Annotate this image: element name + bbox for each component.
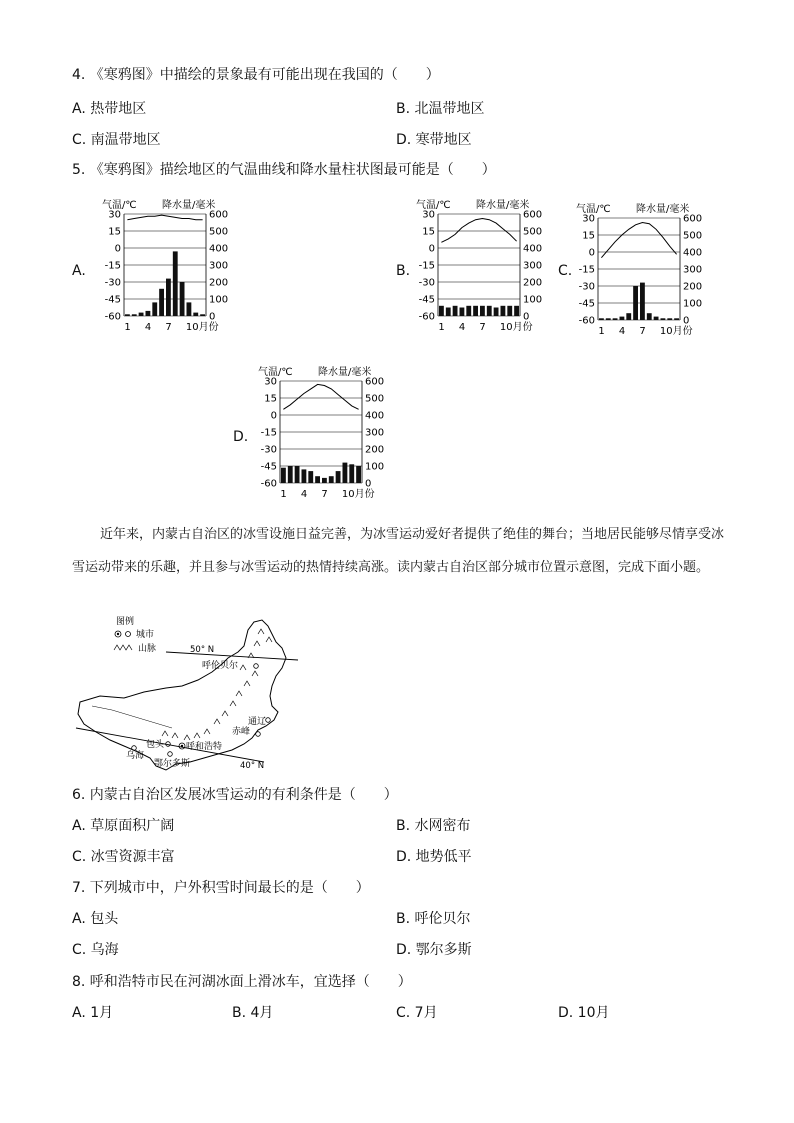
- temperature-line: [441, 219, 516, 243]
- precip-bar: [356, 466, 361, 483]
- inner-mongolia-map: [72, 612, 312, 777]
- q5-option-a-letter: A.: [72, 263, 86, 279]
- legend-mountain-symbol: [114, 645, 132, 650]
- legend-title: 图例: [116, 617, 135, 627]
- temp-tick-label: -60: [104, 311, 121, 323]
- precip-bar: [674, 318, 679, 320]
- q7-option-d: D. 鄂尔多斯: [396, 942, 472, 958]
- precip-bar: [473, 306, 478, 316]
- q4-option-b: B. 北温带地区: [396, 101, 485, 117]
- precip-axis-label: 降水量/毫米: [476, 200, 530, 211]
- precip-tick-label: 100: [523, 294, 543, 306]
- q8-option-b: B. 4月: [232, 1005, 274, 1021]
- temp-tick-label: 30: [264, 376, 277, 388]
- precip-bar: [654, 317, 659, 320]
- month-tick-label: 4: [300, 489, 308, 500]
- temp-axis-label: 气温/℃: [258, 367, 293, 378]
- precip-tick-label: 500: [523, 226, 543, 238]
- precip-bar: [453, 306, 458, 316]
- precip-tick-label: 200: [523, 277, 543, 289]
- q5-stem: 5. 《寒鸦图》描绘地区的气温曲线和降水量柱状图最可能是（ ）: [72, 162, 496, 178]
- temp-tick-label: -15: [260, 427, 277, 439]
- precip-tick-label: 100: [683, 298, 703, 310]
- temp-axis-label: 气温/℃: [576, 204, 611, 215]
- city-hohhot: [179, 740, 222, 752]
- internal-border: [92, 706, 172, 728]
- precip-tick-label: 400: [209, 243, 229, 255]
- svg-text:呼和浩特: 呼和浩特: [186, 742, 223, 752]
- precip-bar: [295, 466, 300, 483]
- month-tick-label: 10月份: [499, 322, 533, 333]
- temp-tick-label: -15: [418, 260, 435, 272]
- precip-axis-label: 降水量/毫米: [318, 367, 372, 378]
- precip-bar: [460, 308, 465, 317]
- temp-tick-label: 15: [582, 230, 595, 242]
- q6-option-c: C. 冰雪资源丰富: [72, 849, 175, 865]
- month-tick-label: 10月份: [341, 489, 375, 500]
- legend-city-symbol: [115, 631, 131, 637]
- q6-option-a: A. 草原面积广阔: [72, 818, 175, 834]
- precip-tick-label: 0: [209, 311, 216, 323]
- city-ordos: [154, 752, 190, 769]
- precip-bar: [322, 478, 327, 483]
- precip-bar: [501, 306, 506, 316]
- precip-tick-label: 500: [683, 230, 703, 242]
- precip-tick-label: 200: [365, 444, 385, 456]
- precip-tick-label: 0: [365, 478, 372, 490]
- latitude-50-line: [166, 652, 298, 660]
- precip-tick-label: 300: [365, 427, 385, 439]
- city-hulunbuir: [202, 659, 258, 671]
- reading-passage: 近年来，内蒙古自治区的冰雪设施日益完善，为冰雪运动爱好者提供了绝佳的舞台；当地居民能够尽情享受冰雪运动带来的乐趣，并且参与冰雪运动的热情持续高涨。读内蒙古自治区部分城市位置示意图，完成下面小题。: [72, 527, 725, 575]
- temp-tick-label: -45: [418, 294, 435, 306]
- temp-tick-label: -30: [418, 277, 435, 289]
- precip-bar: [480, 306, 485, 316]
- temp-tick-label: -30: [578, 281, 595, 293]
- legend-mountain-label: 山脉: [138, 644, 157, 654]
- precip-bar: [173, 251, 178, 316]
- month-tick-label: 1: [124, 322, 131, 333]
- q4-option-a: A. 热带地区: [72, 101, 147, 117]
- q4-option-c: C. 南温带地区: [72, 132, 161, 148]
- month-tick-label: 10月份: [659, 326, 693, 337]
- precip-bar: [200, 314, 205, 316]
- temp-tick-label: 0: [588, 247, 595, 259]
- precip-bar: [466, 306, 471, 316]
- q6-option-d: D. 地势低平: [396, 849, 472, 865]
- precip-bar: [620, 317, 625, 320]
- precip-bar: [507, 306, 512, 316]
- precip-bar: [315, 476, 320, 483]
- temp-tick-label: -45: [104, 294, 121, 306]
- q6-option-b: B. 水网密布: [396, 818, 471, 834]
- precip-bar: [349, 464, 354, 483]
- latitude-50-label: 50° N: [190, 645, 215, 655]
- month-tick-label: 4: [144, 322, 152, 333]
- month-tick-label: 4: [458, 322, 466, 333]
- precip-bar: [329, 476, 334, 483]
- q6-stem: 6. 内蒙古自治区发展冰雪运动的有利条件是（ ）: [72, 787, 398, 803]
- precip-tick-label: 600: [683, 213, 703, 225]
- q8-option-a: A. 1月: [72, 1005, 114, 1021]
- precip-tick-label: 400: [523, 243, 543, 255]
- precip-tick-label: 600: [365, 376, 385, 388]
- precip-bar: [661, 318, 666, 320]
- temp-tick-label: -60: [260, 478, 277, 490]
- temp-tick-label: 15: [108, 226, 121, 238]
- temp-tick-label: 15: [422, 226, 435, 238]
- precip-bar: [446, 308, 451, 317]
- svg-text:鄂尔多斯: 鄂尔多斯: [154, 759, 191, 769]
- svg-text:乌海: 乌海: [126, 751, 145, 761]
- temp-tick-label: -45: [260, 461, 277, 473]
- month-tick-label: 4: [618, 326, 626, 337]
- precip-axis-label: 降水量/毫米: [162, 200, 216, 211]
- legend-city-label: 城市: [136, 630, 155, 640]
- temperature-line: [127, 215, 202, 220]
- temp-tick-label: -15: [578, 264, 595, 276]
- q5-option-d-letter: D.: [233, 429, 249, 445]
- temp-tick-label: 0: [270, 410, 277, 422]
- month-tick-label: 7: [479, 322, 486, 333]
- precip-bar: [336, 471, 341, 483]
- latitude-40-label: 40° N: [240, 761, 265, 771]
- temp-axis-label: 气温/℃: [102, 200, 137, 211]
- temp-tick-label: -30: [104, 277, 121, 289]
- temp-tick-label: -30: [260, 444, 277, 456]
- temperature-line: [601, 223, 676, 258]
- q7-option-c: C. 乌海: [72, 942, 119, 958]
- precip-tick-label: 200: [209, 277, 229, 289]
- precip-tick-label: 0: [683, 315, 690, 327]
- precip-bar: [302, 469, 307, 483]
- precip-bar: [487, 306, 492, 316]
- precip-bar: [281, 468, 286, 483]
- precip-bar: [308, 471, 313, 483]
- precip-tick-label: 300: [209, 260, 229, 272]
- precip-tick-label: 0: [523, 311, 530, 323]
- temp-tick-label: 30: [582, 213, 595, 225]
- climate-chart-b: [410, 196, 573, 342]
- precip-tick-label: 300: [523, 260, 543, 272]
- temp-tick-label: 30: [422, 209, 435, 221]
- svg-text:包头: 包头: [146, 740, 165, 750]
- precip-bar: [139, 313, 144, 316]
- svg-text:呼伦贝尔: 呼伦贝尔: [202, 661, 239, 671]
- q8-option-c: C. 7月: [396, 1005, 438, 1021]
- precip-bar: [193, 313, 198, 316]
- q5-option-c-letter: C.: [558, 263, 573, 279]
- temp-tick-label: 30: [108, 209, 121, 221]
- month-tick-label: 7: [321, 489, 328, 500]
- temp-tick-label: 15: [264, 393, 277, 405]
- month-tick-label: 1: [598, 326, 605, 337]
- climate-chart-d: [252, 363, 412, 509]
- precip-bar: [626, 313, 631, 320]
- q7-stem: 7. 下列城市中，户外积雪时间最长的是（ ）: [72, 880, 370, 896]
- temp-tick-label: -60: [418, 311, 435, 323]
- precip-bar: [494, 308, 499, 317]
- precip-bar: [187, 302, 192, 316]
- q8-option-d: D. 10月: [558, 1005, 610, 1021]
- precip-tick-label: 100: [365, 461, 385, 473]
- temp-axis-label: 气温/℃: [416, 200, 451, 211]
- month-tick-label: 1: [280, 489, 287, 500]
- q8-stem: 8. 呼和浩特市民在河湖冰面上滑冰车，宜选择（ ）: [72, 974, 412, 990]
- precip-tick-label: 200: [683, 281, 703, 293]
- precip-bar: [343, 463, 348, 483]
- q4-option-d: D. 寒带地区: [396, 132, 472, 148]
- precip-bar: [132, 314, 137, 316]
- precip-tick-label: 600: [523, 209, 543, 221]
- q7-option-a: A. 包头: [72, 911, 119, 927]
- precip-tick-label: 500: [209, 226, 229, 238]
- precip-axis-label: 降水量/毫米: [636, 204, 690, 215]
- precip-bar: [439, 306, 444, 316]
- precip-bar: [647, 313, 652, 320]
- month-tick-label: 7: [639, 326, 646, 337]
- precip-bar: [180, 282, 185, 316]
- q4-stem: 4. 《寒鸦图》中描绘的景象最有可能出现在我国的（ ）: [72, 67, 440, 83]
- temp-tick-label: 0: [428, 243, 435, 255]
- precip-tick-label: 400: [683, 247, 703, 259]
- temperature-line: [283, 384, 358, 409]
- precip-bar: [514, 306, 519, 316]
- precip-bar: [146, 311, 151, 316]
- precip-tick-label: 100: [209, 294, 229, 306]
- temp-tick-label: 0: [114, 243, 121, 255]
- precip-bar: [159, 289, 164, 316]
- temp-tick-label: -45: [578, 298, 595, 310]
- precip-bar: [667, 318, 672, 320]
- precip-tick-label: 300: [683, 264, 703, 276]
- precip-bar: [288, 466, 293, 483]
- temp-tick-label: -60: [578, 315, 595, 327]
- temp-tick-label: -15: [104, 260, 121, 272]
- svg-text:赤峰: 赤峰: [232, 727, 251, 737]
- precip-bar: [166, 279, 171, 316]
- climate-chart-a: [96, 196, 256, 342]
- precip-tick-label: 500: [365, 393, 385, 405]
- precip-bar: [599, 318, 604, 320]
- precip-bar: [606, 318, 611, 320]
- q5-option-b-letter: B.: [396, 263, 411, 279]
- precip-bar: [633, 286, 638, 320]
- precip-bar: [125, 314, 130, 316]
- month-tick-label: 7: [165, 322, 172, 333]
- svg-text:通辽: 通辽: [248, 717, 267, 727]
- precip-tick-label: 400: [365, 410, 385, 422]
- precip-bar: [640, 283, 645, 320]
- climate-chart-c: [570, 200, 730, 346]
- month-tick-label: 1: [438, 322, 445, 333]
- precip-bar: [152, 302, 157, 316]
- month-tick-label: 10月份: [185, 322, 219, 333]
- q7-option-b: B. 呼伦贝尔: [396, 911, 471, 927]
- precip-bar: [613, 318, 618, 320]
- precip-tick-label: 600: [209, 209, 229, 221]
